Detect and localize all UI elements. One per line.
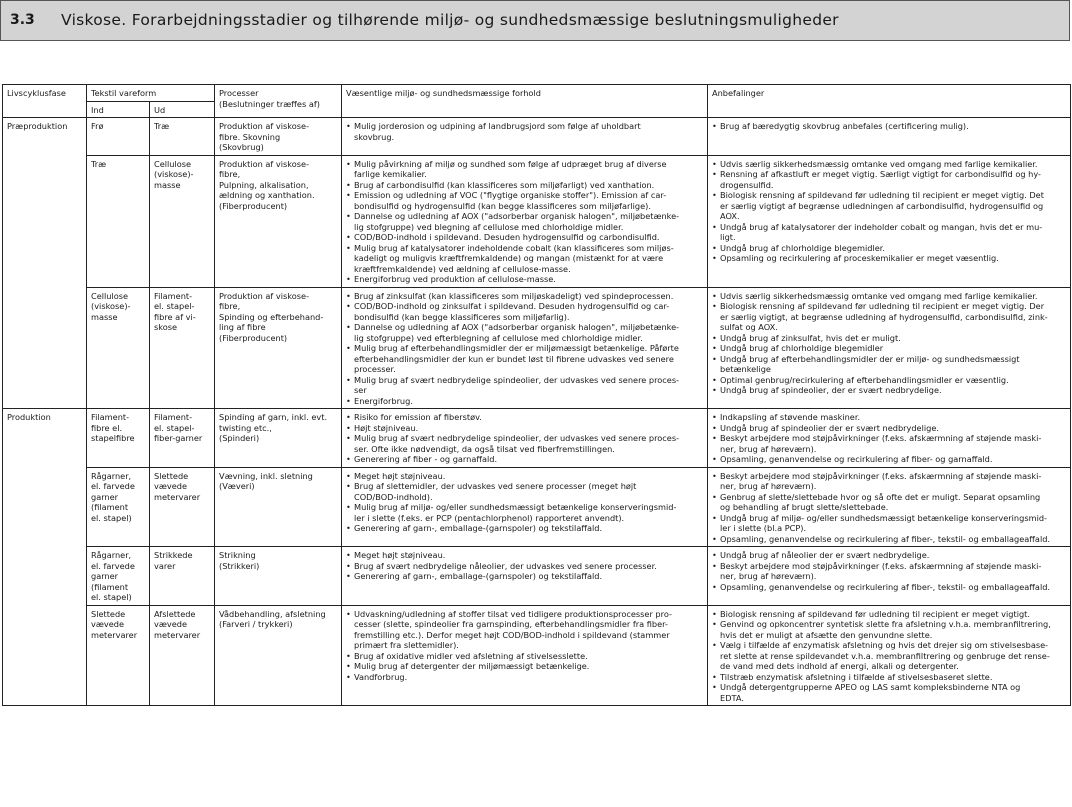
recommendations-cell-list <box>712 471 1066 545</box>
env-issue-item: • Vandforbrug. <box>346 672 703 683</box>
recommendation-item: • Indkapsling af støvende maskiner. <box>712 412 1066 423</box>
env-issues-cell-list <box>346 609 703 683</box>
recommendations-cell-list <box>712 412 1066 465</box>
env-issues-cell <box>342 605 708 706</box>
recommendation-item: • Rensning af afkastluft er meget vigtig. Særligt vigtigt for carbondisulfid og hy- drogensulfid. <box>712 169 1066 190</box>
env-issues-cell-list <box>346 291 703 407</box>
env-issues-cell <box>342 118 708 156</box>
recommendation-item: • Udvis særlig sikkerhedsmæssig omtanke ved omgang med farlige kemikalier. <box>712 159 1066 170</box>
output-form-cell: Træ <box>150 118 215 156</box>
output-form-cell: Strikkede varer <box>150 547 215 606</box>
output-form-cell: Slettede vævede metervarer <box>150 467 215 547</box>
output-form-cell: Afslettede vævede metervarer <box>150 605 215 706</box>
recommendation-item: • Beskyt arbejdere mod støjpåvirkninger (f.eks. afskærmning af støjende maski- ner, brug af høreværn). <box>712 433 1066 454</box>
recommendation-item: • Undgå brug af miljø- og/eller sundhedsmæssigt betænkelige konserveringsmid- ler i slette (bl.a PCP). <box>712 513 1066 534</box>
env-issue-item: • Emission og udledning af VOC ("flygtige organiske stoffer"). Emission af car- bondisulfid og hydrogensulfid (kan begge klassificeres som miljøfarlige). <box>346 190 703 211</box>
process-cell: Produktion af viskose- fibre, Spinding og efterbehand- ling af fibre (Fiberproducent) <box>215 287 342 409</box>
recommendation-item: • Vælg i tilfælde af enzymatisk afsletning og hvis det drejer sig om stivelsesbase- ret slette at rense spildevandet v.h.a. membranfiltrering og genbruge det rense- de vand med dets indhold af energi, alkali og detergenter. <box>712 640 1066 672</box>
recommendations-cell <box>708 605 1071 706</box>
recommendation-item: • Optimal genbrug/recirkulering af efterbehandlingsmidler er væsentlig. <box>712 375 1066 386</box>
recommendation-item: • Genbrug af slette/slettebade hvor og så ofte det er muligt. Separat opsamling og behandling af brugt slette/slettebade. <box>712 492 1066 513</box>
recommendation-item: • Undgå brug af chlorholdige blegemidler <box>712 343 1066 354</box>
recommendation-item: • Biologisk rensning af spildevand før udledning til recipient er meget vigtigt. <box>712 609 1066 620</box>
env-issues-cell <box>342 155 708 287</box>
env-issue-item: • Mulig påvirkning af miljø og sundhed som følge af udpræget brug af diverse farlige kemikalier. <box>346 159 703 180</box>
env-issue-item: • Brug af carbondisulfid (kan klassificeres som miljøfarligt) ved xanthation. <box>346 180 703 191</box>
recommendations-cell <box>708 287 1071 409</box>
recommendation-item: • Undgå detergentgrupperne APEO og LAS samt kompleksbinderne NTA og EDTA. <box>712 682 1066 703</box>
env-issues-cell-list <box>346 412 703 465</box>
process-cell: Produktion af viskose- fibre. Skovning (Skovbrug) <box>215 118 342 156</box>
recommendation-item: • Undgå brug af efterbehandlingsmidler der er miljø- og sundhedsmæssigt betænkelige <box>712 354 1066 375</box>
env-issue-item: • Mulig brug af svært nedbrydelige spindeolier, der udvaskes ved senere proces- ser <box>346 375 703 396</box>
env-issue-item: • Mulig brug af efterbehandlingsmidler der er miljømæssigt betænkelige. Påførte efterbehandlingsmidler der kun er bundet løst til fibrene udvaskes ved senere processer. <box>346 343 703 375</box>
env-issue-item: • Energiforbrug. <box>346 396 703 407</box>
col-header-rec: Anbefalinger <box>708 85 1071 118</box>
recommendation-item: • Opsamling, genanvendelse og recirkulering af fiber-, tekstil- og emballageaffald. <box>712 534 1066 545</box>
env-issues-cell <box>342 547 708 606</box>
output-form-cell: Filament- el. stapel- fibre af vi- skose <box>150 287 215 409</box>
env-issue-item: • Risiko for emission af fiberstøv. <box>346 412 703 423</box>
table-row <box>3 118 1071 156</box>
env-issues-cell-list <box>346 471 703 534</box>
section-title: Viskose. Forarbejdningsstadier og tilhørende miljø- og sundhedsmæssige beslutningsmuligheder <box>61 11 839 29</box>
recommendation-item: • Tilstræb enzymatisk afsletning i tilfælde af stivelsesbaseret slette. <box>712 672 1066 683</box>
col-header-phase: Livscyklusfase <box>3 85 87 118</box>
col-header-textile: Tekstil vareform <box>87 85 215 102</box>
env-issue-item: • Udvaskning/udledning af stoffer tilsat ved tidligere produktionsprocesser pro- cesser (slette, spindeolier fra garnspinding, efterbehandlingsmidler fra fiber- fremstilling etc.). Derfor meget højt COD/BOD-indhold i spildevand (stammer primært fra slettemidler). <box>346 609 703 651</box>
env-issues-cell-list <box>346 550 703 582</box>
recommendation-item: • Biologisk rensning af spildevand før udledning til recipient er meget vigtig. Det er særlig vigtigt af begrænse udledningen af carbondisulfid, hydrogensulfid og AOX. <box>712 190 1066 222</box>
recommendation-item: • Opsamling og recirkulering af proceskemikalier er meget væsentlig. <box>712 253 1066 264</box>
process-cell: Vævning, inkl. sletning (Væveri) <box>215 467 342 547</box>
env-issue-item: • Brug af zinksulfat (kan klassificeres som miljøskadeligt) ved spindeprocessen. <box>346 291 703 302</box>
process-cell: Strikning (Strikkeri) <box>215 547 342 606</box>
recommendations-cell <box>708 467 1071 547</box>
env-issue-item: • Dannelse og udledning af AOX ("adsorberbar organisk halogen", miljøbetænke- lig stofgruppe) ved blegning af cellulose med chlorholdige midler. <box>346 211 703 232</box>
recommendation-item: • Undgå brug af chlorholdige blegemidler. <box>712 243 1066 254</box>
recommendation-item: • Undgå brug af spindeolier, der er svært nedbrydelige. <box>712 385 1066 396</box>
table-row <box>3 409 1071 468</box>
lifecycle-table <box>2 84 1071 706</box>
process-cell: Vådbehandling, afsletning (Farveri / trykkeri) <box>215 605 342 706</box>
env-issue-item: • Brug af slettemidler, der udvaskes ved senere processer (meget højt COD/BOD-indhold). <box>346 481 703 502</box>
table-body <box>3 118 1071 706</box>
env-issue-item: • Mulig jorderosion og udpining af landbrugsjord som følge af uholdbart skovbrug. <box>346 121 703 142</box>
table-row <box>3 467 1071 547</box>
env-issue-item: • Brug af svært nedbrydelige nåleolier, der udvaskes ved senere processer. <box>346 561 703 572</box>
recommendation-item: • Undgå brug af nåleolier der er svært nedbrydelige. <box>712 550 1066 561</box>
recommendations-cell <box>708 118 1071 156</box>
recommendation-item: • Opsamling, genanvendelse og recirkulering af fiber- og garnaffald. <box>712 454 1066 465</box>
section-number: 3.3 <box>10 12 35 28</box>
output-form-cell: Cellulose (viskose)- masse <box>150 155 215 287</box>
env-issue-item: • Mulig brug af detergenter der miljømæssigt betænkelige. <box>346 661 703 672</box>
process-cell: Produktion af viskose- fibre, Pulpning, alkalisation, ældning og xanthation. (Fiberproducent) <box>215 155 342 287</box>
env-issues-cell <box>342 467 708 547</box>
env-issue-item: • Energiforbrug ved produktion af cellulose-masse. <box>346 274 703 285</box>
env-issue-item: • Generering af garn-, emballage-(garnspoler) og tekstilaffald. <box>346 523 703 534</box>
recommendations-cell-list <box>712 550 1066 592</box>
input-form-cell: Træ <box>87 155 150 287</box>
env-issue-item: • COD/BOD-indhold i spildevand. Desuden hydrogensulfid og carbondisulfid. <box>346 232 703 243</box>
env-issues-cell <box>342 409 708 468</box>
recommendations-cell-list <box>712 291 1066 396</box>
output-form-cell: Filament- el. stapel- fiber-garner <box>150 409 215 468</box>
env-issue-item: • Meget højt støjniveau. <box>346 471 703 482</box>
recommendation-item: • Udvis særlig sikkerhedsmæssig omtanke ved omgang med farlige kemikalier. <box>712 291 1066 302</box>
col-header-env: Væsentlige miljø- og sundhedsmæssige forhold <box>342 85 708 118</box>
process-cell: Spinding af garn, inkl. evt. twisting etc., (Spinderi) <box>215 409 342 468</box>
phase-cell: Præproduktion <box>3 118 87 409</box>
input-form-cell: Slettede vævede metervarer <box>87 605 150 706</box>
env-issues-cell-list <box>346 121 703 142</box>
recommendation-item: • Genvind og opkoncentrer syntetisk slette fra afsletning v.h.a. membranfiltrering, hvis det er muligt at afsætte den genvundne slette. <box>712 619 1066 640</box>
env-issue-item: • Mulig brug af svært nedbrydelige spindeolier, der udvaskes ved senere proces- ser. Ofte ikke nødvendigt, da også tilsat ved fiberfremstillingen. <box>346 433 703 454</box>
recommendation-item: • Undgå brug af katalysatorer der indeholder cobalt og mangan, hvis det er mu- ligt. <box>712 222 1066 243</box>
recommendation-item: • Undgå brug af spindeolier der er svært nedbrydelige. <box>712 423 1066 434</box>
col-header-in: Ind <box>87 101 150 118</box>
section-header <box>0 0 1070 41</box>
table-row <box>3 155 1071 287</box>
env-issue-item: • Mulig brug af miljø- og/eller sundhedsmæssigt betænkelige konserveringsmid- ler i slette (f.eks. er PCP (pentachlorphenol) rapporteret anvendt). <box>346 502 703 523</box>
recommendation-item: • Undgå brug af zinksulfat, hvis det er muligt. <box>712 333 1066 344</box>
input-form-cell: Frø <box>87 118 150 156</box>
recommendations-cell-list <box>712 609 1066 704</box>
env-issues-cell-list <box>346 159 703 285</box>
env-issue-item: • Generering af fiber - og garnaffald. <box>346 454 703 465</box>
recommendation-item: • Biologisk rensning af spildevand før udledning til recipient er meget vigtig. Der er særlig vigtigt, at begrænse udledning af hydrogensulfid, carbondisulfid, zink- sulfat og AOX. <box>712 301 1066 333</box>
env-issue-item: • Højt støjniveau. <box>346 423 703 434</box>
env-issue-item: • COD/BOD-indhold og zinksulfat i spildevand. Desuden hydrogensulfid og car- bondisulfid (kan begge klassificeres som miljøfarlig). <box>346 301 703 322</box>
table-row <box>3 605 1071 706</box>
env-issue-item: • Generering af garn-, emballage-(garnspoler) og tekstilaffald. <box>346 571 703 582</box>
table-row <box>3 287 1071 409</box>
recommendation-item: • Beskyt arbejdere mod støjpåvirkninger (f.eks. afskærmning af støjende maski- ner, brug af høreværn). <box>712 561 1066 582</box>
env-issue-item: • Dannelse og udledning af AOX ("adsorberbar organisk halogen", miljøbetænke- lig stofgruppe) ved efterblegning af cellulose med chlorholdige midler. <box>346 322 703 343</box>
env-issue-item: • Brug af oxidative midler ved afsletning af stivelsesslette. <box>346 651 703 662</box>
recommendations-cell <box>708 409 1071 468</box>
recommendation-item: • Opsamling, genanvendelse og recirkulering af fiber-, tekstil- og emballageaffald. <box>712 582 1066 593</box>
recommendation-item: • Beskyt arbejdere mod støjpåvirkninger (f.eks. afskærmning af støjende maski- ner, brug af høreværn). <box>712 471 1066 492</box>
phase-cell: Produktion <box>3 409 87 706</box>
recommendation-item: • Brug af bæredygtig skovbrug anbefales (certificering mulig). <box>712 121 1066 132</box>
col-header-out: Ud <box>150 101 215 118</box>
input-form-cell: Cellulose (viskose)- masse <box>87 287 150 409</box>
col-header-process: Processer (Beslutninger træffes af) <box>215 85 342 118</box>
recommendations-cell-list <box>712 121 1066 132</box>
recommendations-cell <box>708 155 1071 287</box>
input-form-cell: Rågarner, el. farvede garner (filament el. stapel) <box>87 467 150 547</box>
input-form-cell: Rågarner, el. farvede garner (filament el. stapel) <box>87 547 150 606</box>
recommendations-cell-list <box>712 159 1066 264</box>
input-form-cell: Filament- fibre el. stapelfibre <box>87 409 150 468</box>
env-issue-item: • Mulig brug af katalysatorer indeholdende cobalt (kan klassificeres som miljøs- kadeligt og muligvis kræftfremkaldende) og mangan (mistænkt for at være kræftfremkaldende) ved ældning af cellulose-masse. <box>346 243 703 275</box>
table-row <box>3 547 1071 606</box>
env-issues-cell <box>342 287 708 409</box>
recommendations-cell <box>708 547 1071 606</box>
env-issue-item: • Meget højt støjniveau. <box>346 550 703 561</box>
